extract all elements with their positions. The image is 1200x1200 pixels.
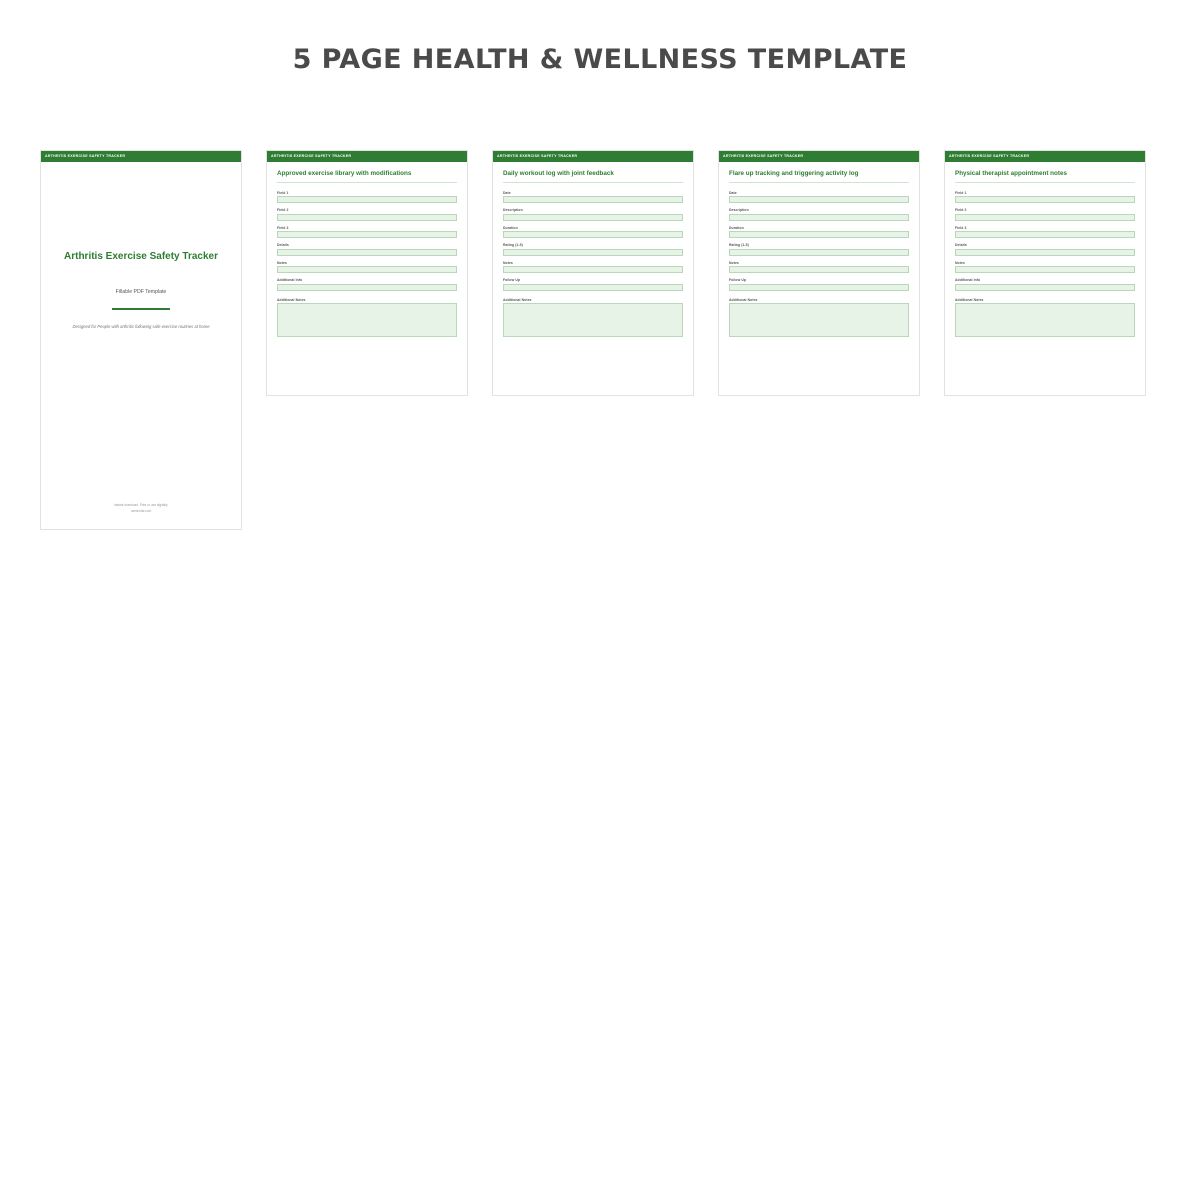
cover-footer-line1: Instant download. Print or use digitally.	[113, 503, 169, 508]
cover-footer-line2: uxechotai.com	[130, 509, 152, 514]
field-input[interactable]	[729, 249, 909, 256]
page-1-heading: Approved exercise library with modifications	[277, 170, 457, 183]
page-1-header-label: ARTHRITIS EXERCISE SAFETY TRACKER	[271, 153, 352, 158]
field-label: Notes	[503, 260, 513, 265]
form-field	[955, 243, 1135, 256]
field-label: Description	[503, 208, 523, 213]
cover-subtitle: Fillable PDF Template	[115, 289, 167, 295]
form-field	[729, 278, 909, 291]
form-field	[729, 298, 909, 338]
field-label: Notes	[955, 260, 965, 265]
field-input[interactable]	[503, 214, 683, 221]
field-label: Follow Up	[503, 278, 521, 283]
field-textarea[interactable]	[729, 303, 909, 337]
field-label: Additional Notes	[503, 297, 532, 302]
page-3-heading: Flare up tracking and triggering activity log	[729, 170, 909, 183]
field-input[interactable]	[503, 231, 683, 238]
field-input[interactable]	[729, 196, 909, 203]
page-3-body	[719, 162, 919, 337]
cover-divider	[112, 308, 170, 310]
field-input[interactable]	[503, 196, 683, 203]
field-label: Notes	[729, 260, 739, 265]
field-textarea[interactable]	[503, 303, 683, 337]
form-field	[955, 208, 1135, 221]
template-page-1[interactable]	[266, 150, 468, 396]
field-label: Follow Up	[729, 278, 747, 283]
cover-page-header-label: ARTHRITIS EXERCISE SAFETY TRACKER	[45, 153, 126, 158]
template-page-4[interactable]	[944, 150, 1146, 396]
form-field	[503, 191, 683, 204]
field-input[interactable]	[729, 284, 909, 291]
field-label: Field 2	[277, 208, 289, 213]
field-label: Duration	[729, 225, 744, 230]
form-field	[503, 208, 683, 221]
page-4-body	[945, 162, 1145, 337]
field-label: Additional Notes	[729, 297, 758, 302]
field-label: Additional Info	[277, 278, 303, 283]
cover-page-body	[41, 162, 241, 529]
page-2-body	[493, 162, 693, 337]
field-input[interactable]	[277, 249, 457, 256]
page-1-header-bar	[267, 151, 467, 162]
form-field	[729, 208, 909, 221]
template-page-3[interactable]	[718, 150, 920, 396]
template-pages-row	[40, 150, 1160, 530]
cover-footer	[41, 503, 241, 515]
form-field	[503, 226, 683, 239]
field-input[interactable]	[955, 214, 1135, 221]
form-field	[277, 243, 457, 256]
field-label: Field 3	[277, 225, 289, 230]
form-field	[955, 191, 1135, 204]
page-title: 5 PAGE HEALTH & WELLNESS TEMPLATE	[292, 44, 908, 75]
form-field	[955, 261, 1135, 274]
field-input[interactable]	[955, 249, 1135, 256]
page-2-header-bar	[493, 151, 693, 162]
field-label: Additional Info	[955, 278, 981, 283]
cover-page-header-bar	[41, 151, 241, 162]
template-page-2[interactable]	[492, 150, 694, 396]
field-input[interactable]	[955, 196, 1135, 203]
field-label: Rating (1-5)	[503, 243, 523, 248]
form-field	[729, 261, 909, 274]
field-input[interactable]	[955, 266, 1135, 273]
form-field	[277, 298, 457, 338]
page-2-header-label: ARTHRITIS EXERCISE SAFETY TRACKER	[497, 153, 578, 158]
form-field	[955, 298, 1135, 338]
page-4-heading: Physical therapist appointment notes	[955, 170, 1135, 183]
page-3-header-label: ARTHRITIS EXERCISE SAFETY TRACKER	[723, 153, 804, 158]
form-field	[277, 261, 457, 274]
field-input[interactable]	[503, 249, 683, 256]
form-field	[503, 278, 683, 291]
field-input[interactable]	[729, 266, 909, 273]
field-label: Duration	[503, 225, 518, 230]
field-input[interactable]	[955, 231, 1135, 238]
field-textarea[interactable]	[277, 303, 457, 337]
form-field	[729, 191, 909, 204]
field-input[interactable]	[277, 284, 457, 291]
cover-page[interactable]	[40, 150, 242, 530]
form-field	[503, 243, 683, 256]
page-4-header-bar	[945, 151, 1145, 162]
field-input[interactable]	[729, 231, 909, 238]
field-label: Date	[729, 190, 737, 195]
field-label: Additional Notes	[277, 297, 306, 302]
field-label: Field 1	[955, 190, 967, 195]
field-label: Field 2	[955, 208, 967, 213]
form-field	[277, 278, 457, 291]
field-input[interactable]	[729, 214, 909, 221]
page-2-heading: Daily workout log with joint feedback	[503, 170, 683, 183]
field-label: Field 3	[955, 225, 967, 230]
form-field	[955, 278, 1135, 291]
field-label: Description	[729, 208, 749, 213]
field-input[interactable]	[955, 284, 1135, 291]
field-label: Details	[277, 243, 289, 248]
field-input[interactable]	[503, 266, 683, 273]
form-field	[503, 261, 683, 274]
field-input[interactable]	[277, 231, 457, 238]
cover-description: Designed for People with arthritis following safe exercise routines at home	[72, 323, 210, 329]
field-input[interactable]	[277, 214, 457, 221]
field-label: Additional Notes	[955, 297, 984, 302]
field-label: Details	[955, 243, 967, 248]
field-input[interactable]	[503, 284, 683, 291]
field-label: Date	[503, 190, 511, 195]
field-input[interactable]	[277, 266, 457, 273]
form-field	[277, 208, 457, 221]
field-label: Notes	[277, 260, 287, 265]
field-input[interactable]	[277, 196, 457, 203]
field-textarea[interactable]	[955, 303, 1135, 337]
field-label: Rating (1-5)	[729, 243, 749, 248]
page-1-body	[267, 162, 467, 337]
form-field	[729, 243, 909, 256]
cover-title: Arthritis Exercise Safety Tracker	[64, 251, 218, 262]
page-3-header-bar	[719, 151, 919, 162]
page-4-header-label: ARTHRITIS EXERCISE SAFETY TRACKER	[949, 153, 1030, 158]
form-field	[503, 298, 683, 338]
form-field	[729, 226, 909, 239]
form-field	[955, 226, 1135, 239]
form-field	[277, 226, 457, 239]
field-label: Field 1	[277, 190, 289, 195]
form-field	[277, 191, 457, 204]
